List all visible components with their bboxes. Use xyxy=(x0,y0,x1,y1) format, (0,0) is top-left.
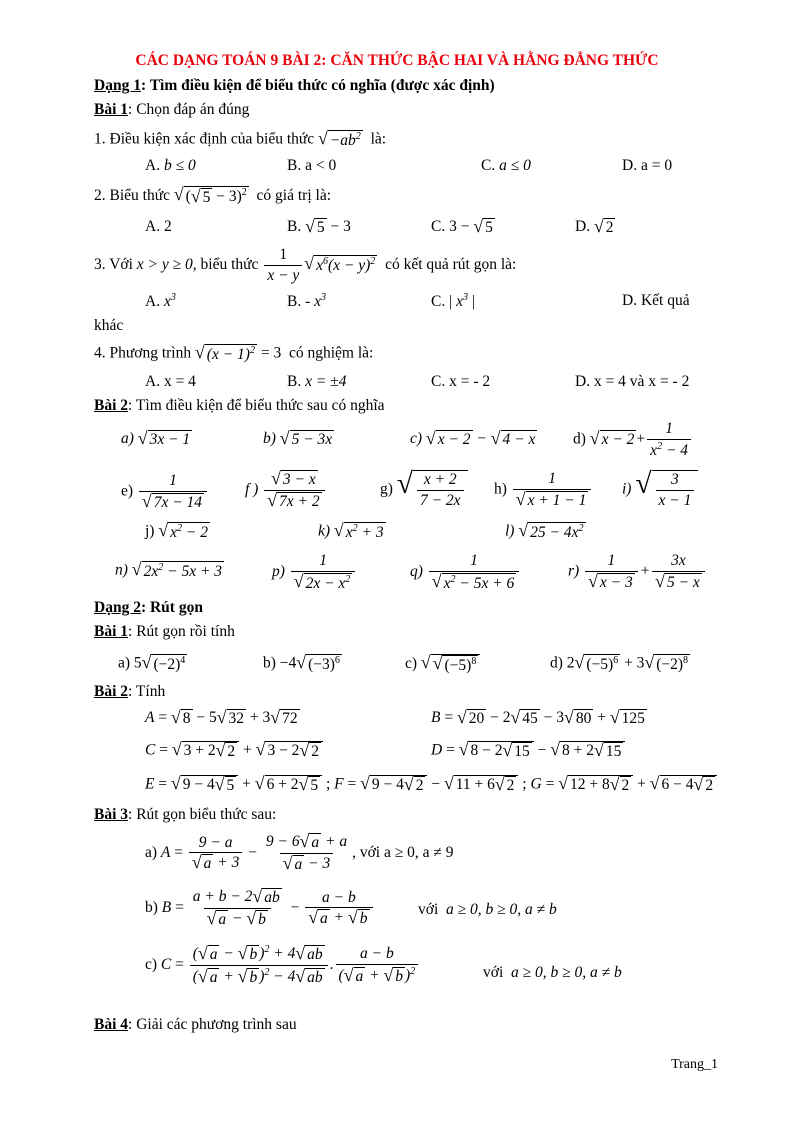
q2-option-a: A. 2 xyxy=(145,218,172,235)
expr-g: g) √ $\frac{x + 2}{7 - 2x}$ xyxy=(380,470,468,510)
d2-b2-A: A = √ 8 − 5 √ 32 + 3 √ 72 xyxy=(145,707,298,728)
expr-k: k) √ $x^2 + 3$ xyxy=(318,520,384,542)
d2-b2-D: D = √ 8 − 2 √ 15 − √ 8 + 2 √ 15 xyxy=(431,741,625,761)
expr-r: r) 1 √ x − 3 + 3x √ 5 − x xyxy=(568,552,707,592)
q1-option-d: D. a = 0 xyxy=(622,157,673,174)
d2-b3-a: a) A = 9 − a √ a + 3 − 9 − 6 √ a + a √ a − 3 , với a ≥ 0, a ≠ 9 xyxy=(145,831,454,873)
q3-option-d-cont: khác xyxy=(94,317,124,334)
q1-option-b: B. a < 0 xyxy=(287,157,337,174)
question-4: 4. Phương trình √ $(x - 1)^2$ = 3 có nghiệm là: xyxy=(94,342,374,364)
expr-p: p) 1 √ $2x - x^2$ xyxy=(272,552,357,593)
expr-h: h) 1 √ x + 1 − 1 xyxy=(494,470,593,510)
expr-c: c) √ x − 2 − √ 4 − x xyxy=(410,428,536,449)
d2-b3-b: b) B = a + b − 2 √ ab √ a − √ b − a − b √ a + √ b xyxy=(145,888,375,929)
q3-option-a: A. $x^3$ xyxy=(145,292,176,311)
q1-option-a: A. b ≤ 0 xyxy=(145,157,196,174)
exercise-heading-d2-bai2: Bài 2: Tính xyxy=(94,683,166,700)
d2-b2-C: C = √ 3 + 2 √ 2 + √ 3 − 2 √ 2 xyxy=(145,741,323,761)
expr-a: a) √ 3x − 1 xyxy=(121,428,191,449)
page-title: CÁC DẠNG TOÁN 9 BÀI 2: CĂN THỨC BẬC HAI VÀ HẰNG ĐẲNG THỨC xyxy=(135,52,659,69)
question-1: 1. Điều kiện xác định của biểu thức √ $-ab^2$ là: xyxy=(94,128,387,150)
exercise-heading-d2-bai4: Bài 4: Giải các phương trình sau xyxy=(94,1016,297,1033)
d2-b1-a: a) 5 √ $(-2)^4$ xyxy=(118,652,186,674)
d2-b3-c-cond: với a ≥ 0, b ≥ 0, a ≠ b xyxy=(483,964,622,981)
exercise-heading-d2-bai1: Bài 1: Rút gọn rồi tính xyxy=(94,623,235,640)
d2-b2-B: B = √ 20 − 2 √ 45 − 3 √ 80 + √ 125 xyxy=(431,707,645,728)
question-2: 2. Biểu thức √ ( √ 5 − 3)$^2$ có giá trị là: xyxy=(94,184,332,207)
d2-b2-EFG: E = √ 9 − 4 √ 5 + √ 6 + 2 √ 5 ; F = √ 9 − 4 √ 2 − √ 11 + 6 √ 2 ; G = √ 12 + 8 √ 2 + √ 6 − 4 √ 2 xyxy=(145,775,717,795)
d2-b1-c: c) √ √ $(-5)^8$ xyxy=(405,654,480,675)
expr-sqrt-ab2: √ $-ab^2$ xyxy=(318,128,361,150)
q2-option-b: B. √ 5 − 3 xyxy=(287,216,351,237)
expr-f: f ) √ 3 − x √ 7x + 2 xyxy=(245,470,327,511)
exercise-heading-d2-bai3: Bài 3: Rút gọn biểu thức sau: xyxy=(94,806,277,823)
question-3: 3. Với x > y ≥ 0, biểu thức $\frac{1}{x - y}$ √ $x^6(x - y)^2$ có kết quả rút gọn là: xyxy=(94,246,517,284)
d2-b1-d: d) 2 √ $(-5)^6$ + 3 √ $(-2)^8$ xyxy=(550,652,689,674)
q4-option-a: A. x = 4 xyxy=(145,373,196,390)
expr-e: e) 1 √ 7x − 14 xyxy=(121,472,209,512)
section-heading-dang2: Dạng 2: Rút gọn xyxy=(94,599,203,616)
q4-option-c: C. x = - 2 xyxy=(431,373,491,390)
q2-option-d: D. √ 2 xyxy=(575,216,614,237)
expr-q: q) 1 √ $x^2 - 5x + 6$ xyxy=(410,552,521,593)
d2-b3-c: c) C = ( √ a − √ b )$^2$ + 4 √ ab ( √ a + √ b )$^2$ − 4 √ ab . a − b ( √ a + √ b )$^2$ xyxy=(145,944,420,987)
expr-j: j) √ $x^2 - 2$ xyxy=(145,520,209,542)
d2-b3-b-cond: với a ≥ 0, b ≥ 0, a ≠ b xyxy=(418,901,557,918)
expr-l: l) √ $25 - 4x^2$ xyxy=(505,520,584,542)
expr-n: n) √ $2x^2 - 5x + 3$ xyxy=(115,559,223,581)
d2-b1-b: b) −4 √ $(-3)^6$ xyxy=(263,652,340,674)
expr-sqrt-sq: √ ( √ 5 − 3)$^2$ xyxy=(173,184,247,207)
q3-option-b: B. - $x^3$ xyxy=(287,292,327,311)
expr-d: d) √ x − 2 + $\frac{1}{x^2 - 4}$ xyxy=(573,420,693,460)
q1-option-c: C. a ≤ 0 xyxy=(481,157,531,174)
q3-option-d: D. Kết quả xyxy=(622,292,690,309)
q4-option-d: D. x = 4 và x = - 2 xyxy=(575,373,690,390)
expr-i: i) √ $\frac{3}{x - 1}$ xyxy=(622,470,698,510)
q3-option-c: C. | $x^3$ | xyxy=(431,292,475,311)
expr-b: b) √ 5 − 3x xyxy=(263,428,333,449)
exercise-heading-bai2: Bài 2: Tìm điều kiện để biểu thức sau có nghĩa xyxy=(94,397,385,414)
page-footer: Trang_1 xyxy=(671,1057,718,1072)
q2-option-c: C. 3 − √ 5 xyxy=(431,216,493,237)
section-heading-dang1: Dạng 1: Tìm điều kiện để biểu thức có nghĩa (được xác định) xyxy=(94,77,495,94)
exercise-heading-bai1: Bài 1: Chọn đáp án đúng xyxy=(94,101,250,118)
q4-option-b: B. x = ±4 xyxy=(287,373,347,390)
